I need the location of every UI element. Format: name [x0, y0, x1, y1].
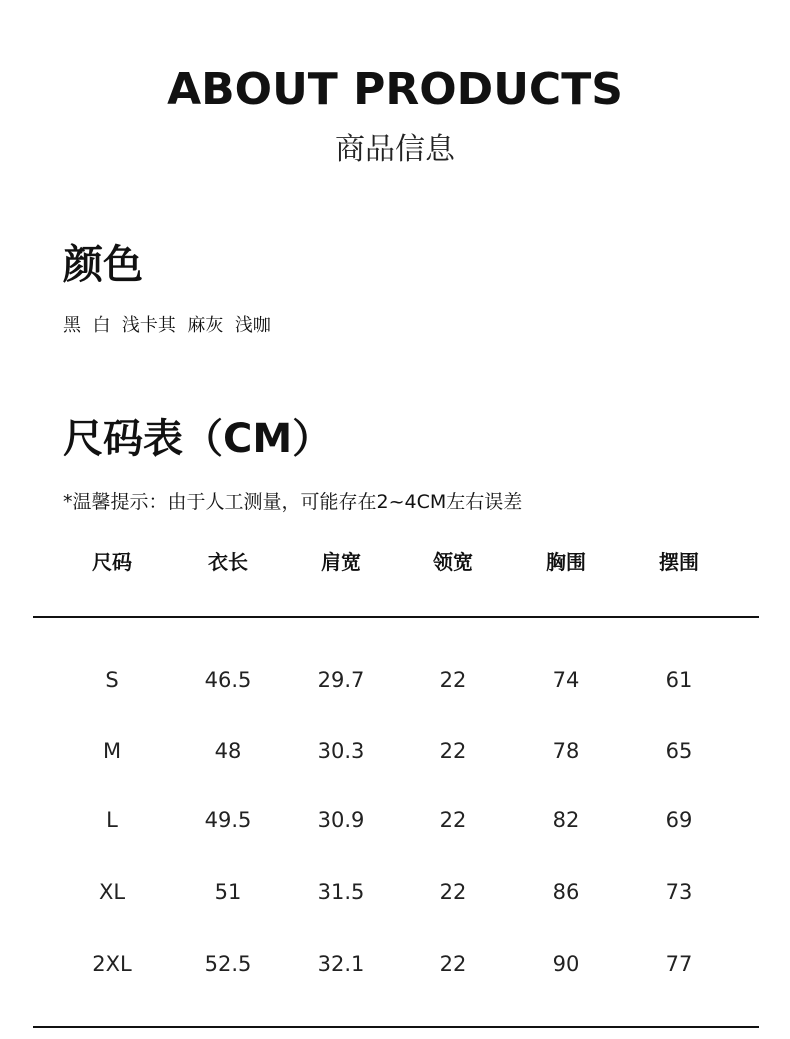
table-bottom-divider	[33, 1026, 759, 1028]
measurement-cell: 48	[214, 739, 242, 763]
column-header: 衣长	[208, 550, 248, 574]
measurement-cell: 30.9	[317, 808, 365, 832]
measurement-cell: 52.5	[204, 952, 252, 976]
measurement-cell: 30.3	[317, 739, 365, 763]
measurement-cell: 22	[439, 739, 467, 763]
measurement-note: *温馨提示：由于人工测量，可能存在2~4CM左右误差	[63, 491, 523, 513]
color-section-heading: 颜色	[63, 242, 143, 288]
measurement-cell: 31.5	[317, 880, 365, 904]
measurement-cell: 49.5	[204, 808, 252, 832]
measurement-cell: 69	[665, 808, 693, 832]
measurement-cell: 74	[552, 668, 580, 692]
measurement-cell: 46.5	[204, 668, 252, 692]
column-header: 胸围	[546, 550, 586, 574]
page-title: ABOUT PRODUCTS	[167, 64, 623, 115]
measurement-cell: 22	[439, 808, 467, 832]
measurement-cell: 82	[552, 808, 580, 832]
measurement-cell: 90	[552, 952, 580, 976]
color-item: 白	[92, 315, 111, 336]
color-item: 浅咖	[234, 315, 271, 336]
size-label-cell: L	[106, 808, 118, 832]
page-subtitle: 商品信息	[335, 132, 455, 167]
column-header: 领宽	[433, 550, 473, 574]
size-label-cell: M	[102, 739, 122, 763]
measurement-cell: 61	[665, 668, 693, 692]
size-label-cell: 2XL	[92, 952, 132, 976]
measurement-cell: 29.7	[317, 668, 365, 692]
measurement-cell: 22	[439, 880, 467, 904]
size-label-cell: XL	[98, 880, 126, 904]
measurement-cell: 73	[665, 880, 693, 904]
measurement-cell: 51	[214, 880, 242, 904]
measurement-cell: 86	[552, 880, 580, 904]
measurement-cell: 78	[552, 739, 580, 763]
size-label-cell: S	[105, 668, 119, 692]
color-item: 麻灰	[187, 315, 224, 336]
color-item: 黑	[63, 315, 81, 336]
color-list	[63, 313, 271, 339]
measurement-cell: 22	[439, 952, 467, 976]
column-header: 摆围	[659, 550, 699, 574]
measurement-cell: 32.1	[317, 952, 365, 976]
column-header: 肩宽	[321, 550, 361, 574]
measurement-cell: 77	[665, 952, 693, 976]
measurement-cell: 22	[439, 668, 467, 692]
measurement-cell: 65	[665, 739, 693, 763]
table-top-divider	[33, 616, 759, 618]
column-header: 尺码	[92, 550, 132, 574]
size-chart-heading: 尺码表（CM）	[63, 416, 333, 462]
color-item: 浅卡其	[121, 315, 176, 336]
